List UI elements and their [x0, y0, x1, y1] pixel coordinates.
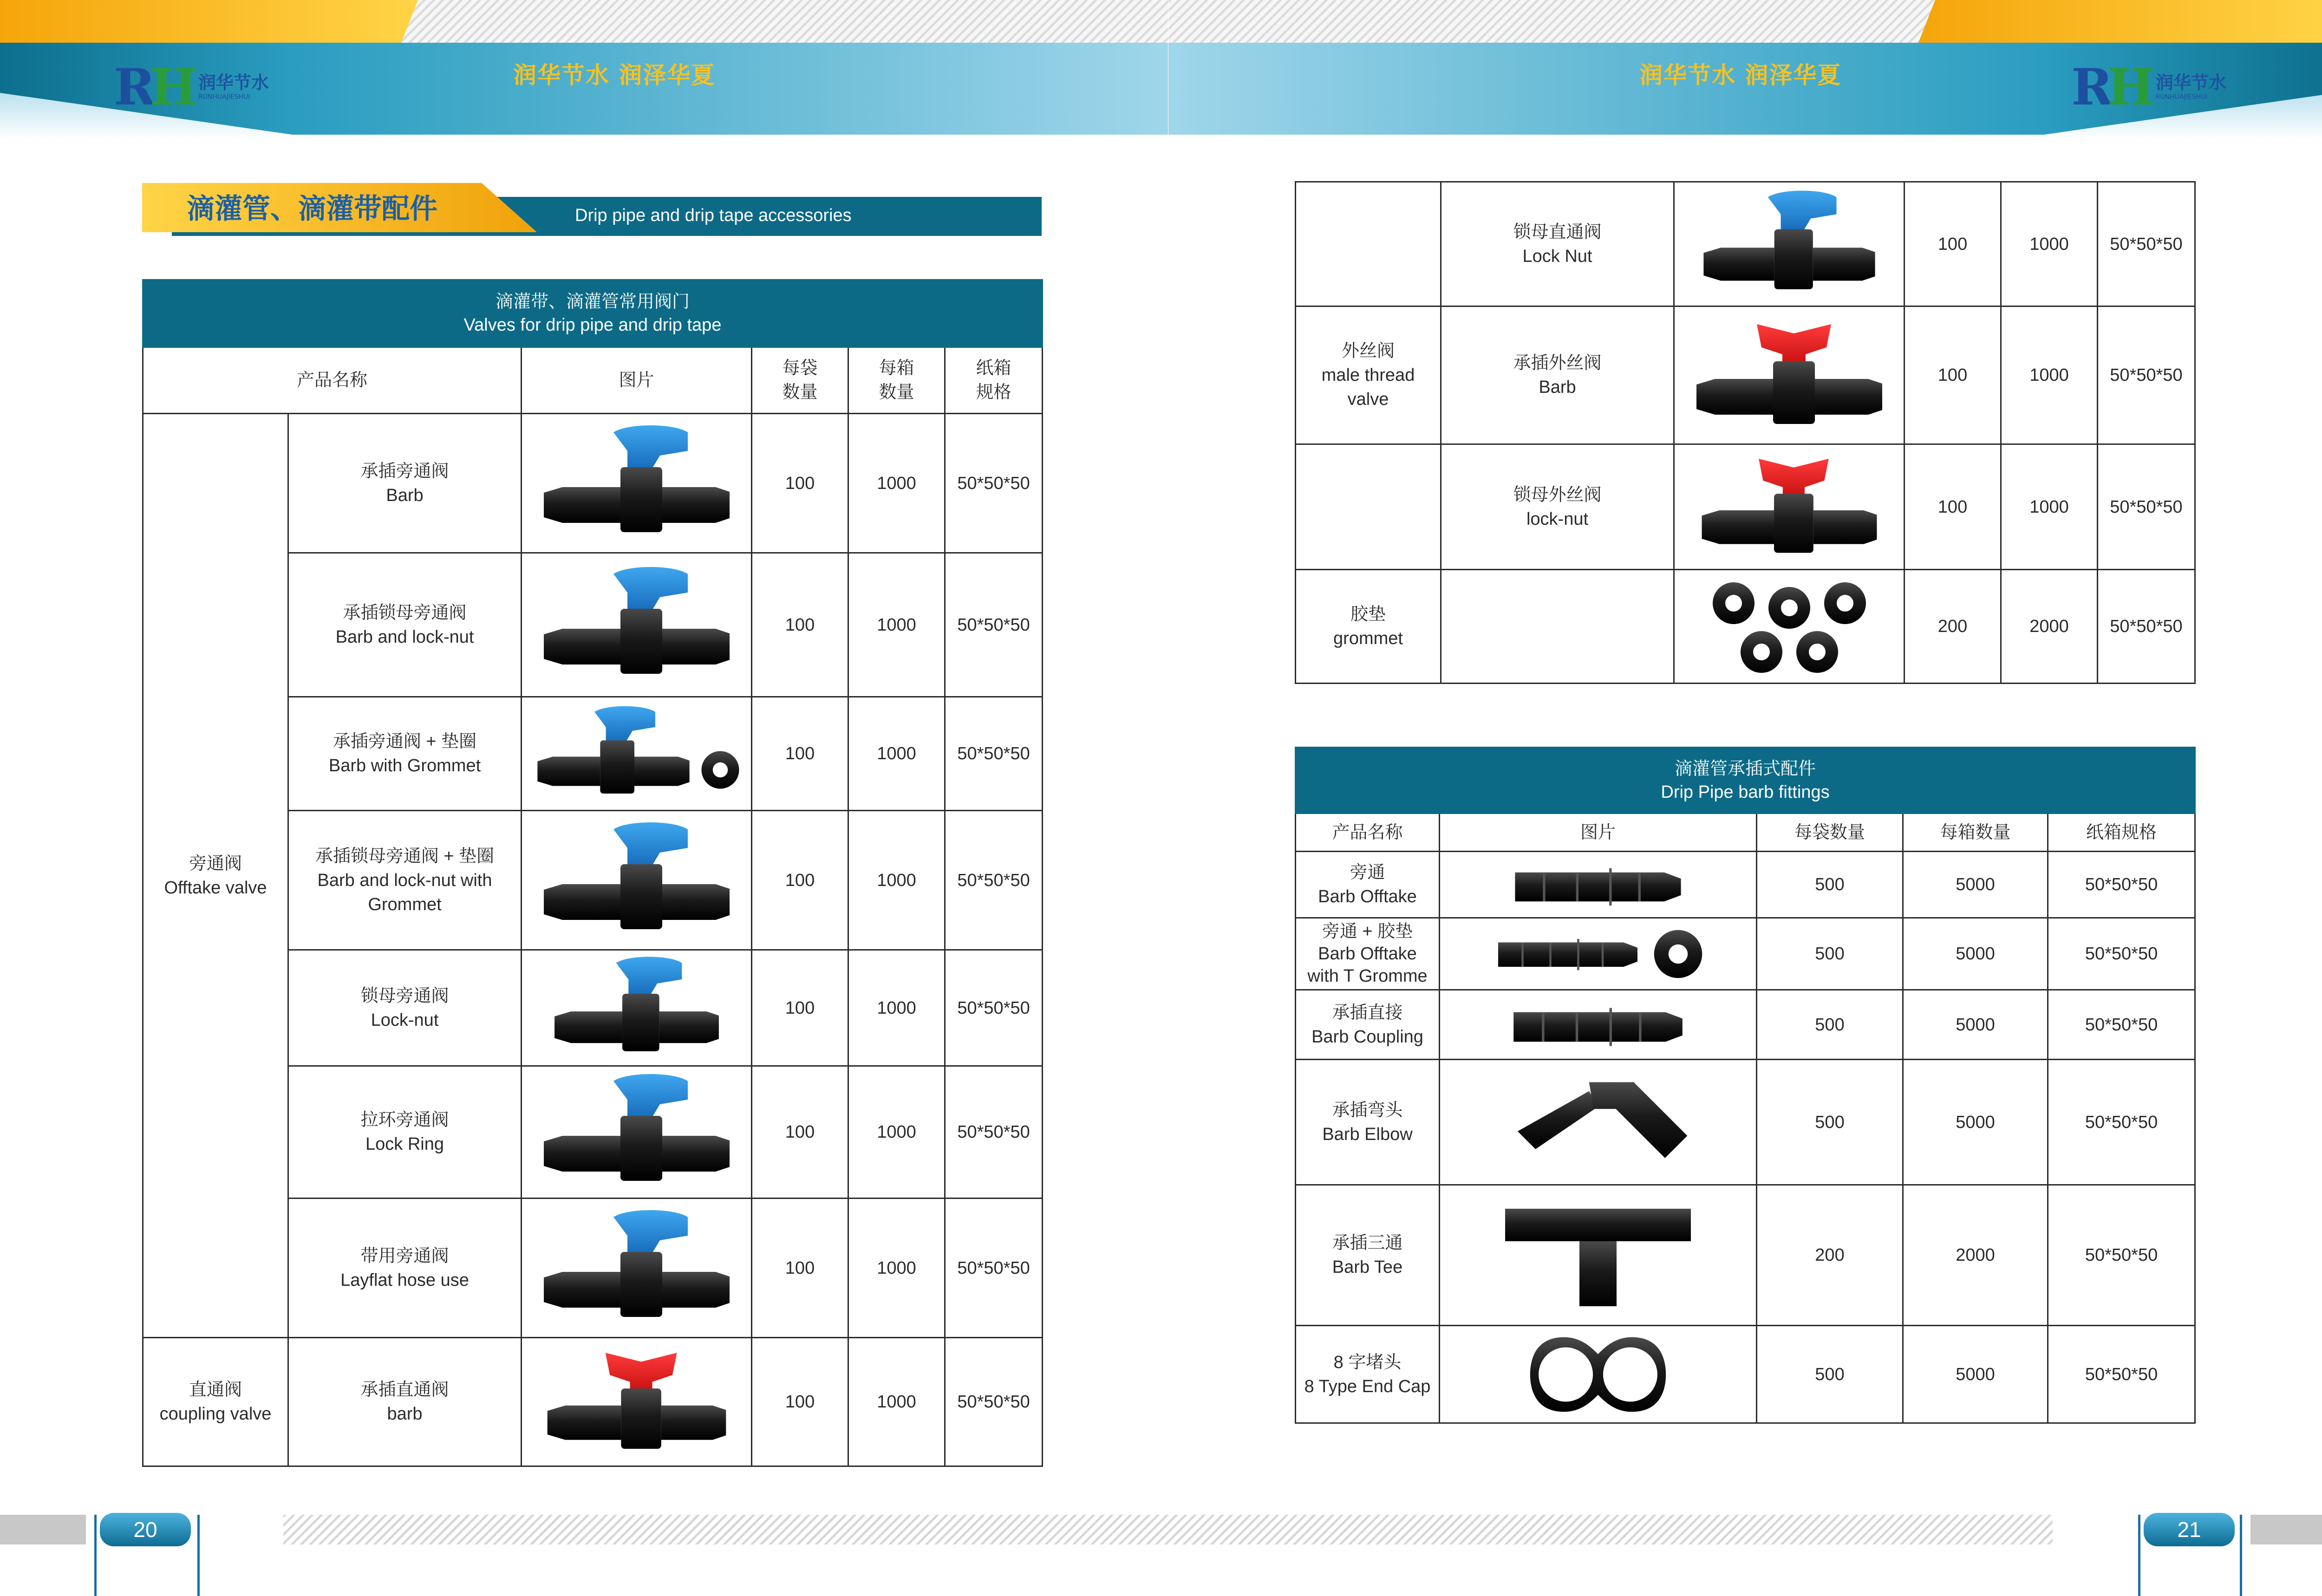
per-bag-cell: 100 — [752, 1338, 848, 1466]
product-name-cell: 旁通 Barb Offtake — [1296, 852, 1440, 918]
carton-cell: 50*50*50 — [945, 1338, 1043, 1466]
page-number-right: 21 — [2144, 1513, 2235, 1546]
figure-8-end-cap-icon — [1440, 1326, 1757, 1423]
per-box-cell: 2000 — [1903, 1185, 2048, 1326]
per-box-cell: 2000 — [2001, 570, 2098, 684]
red-barb-coupling-valve-icon — [522, 1338, 752, 1466]
header-per-box: 每箱数量 — [1903, 814, 2048, 852]
per-bag-cell: 100 — [752, 950, 848, 1066]
company-logo-right — [2071, 59, 2226, 115]
red-barb-male-thread-valve-icon — [1674, 306, 1905, 444]
rubber-grommets-icon — [1674, 570, 1905, 684]
table-row — [1296, 306, 2195, 444]
company-logo-left — [114, 59, 269, 115]
carton-cell: 50*50*50 — [2098, 182, 2195, 306]
per-bag-cell: 100 — [1905, 444, 2001, 570]
blue-locknut-valve-icon — [522, 950, 752, 1066]
per-box-cell: 1000 — [2001, 182, 2098, 306]
per-bag-cell: 500 — [1757, 990, 1903, 1060]
logo-mark: RH — [114, 58, 192, 117]
per-box-cell: 1000 — [848, 697, 945, 811]
carton-cell: 50*50*50 — [2098, 570, 2195, 684]
footer-gray-bar-left — [0, 1515, 86, 1544]
blue-locknut-valve-grommet-icon — [522, 811, 752, 950]
carton-cell: 50*50*50 — [945, 1066, 1043, 1199]
product-name-cell: 承插弯头 Barb Elbow — [1296, 1060, 1440, 1185]
carton-cell: 50*50*50 — [2048, 1326, 2195, 1423]
slogan-left: 润华节水 润泽华夏 — [513, 62, 716, 89]
carton-cell: 50*50*50 — [2048, 852, 2195, 918]
category-cell: 胶垫 grommet — [1296, 570, 1441, 684]
header-per-box: 每箱 数量 — [848, 347, 945, 414]
per-bag-cell: 100 — [1905, 306, 2001, 444]
per-bag-cell: 500 — [1757, 1060, 1903, 1185]
table-row — [1296, 1060, 2195, 1185]
blue-barb-valve-grommet-icon — [522, 697, 752, 811]
per-box-cell: 5000 — [1903, 1060, 2048, 1185]
table-row — [1296, 444, 2195, 570]
table-header-row — [1296, 814, 2195, 852]
carton-cell: 50*50*50 — [945, 950, 1043, 1066]
page-number-left: 20 — [100, 1513, 191, 1546]
product-name-cell: 承插直接 Barb Coupling — [1296, 990, 1440, 1060]
product-name-cell: 承插直通阀 barb — [288, 1338, 522, 1466]
logo-mark: RH — [2071, 58, 2149, 117]
carton-cell: 50*50*50 — [2048, 918, 2195, 990]
per-box-cell: 5000 — [1903, 990, 2048, 1060]
product-name-cell: 带用旁通阀 Layflat hose use — [288, 1199, 522, 1338]
blue-barb-locknut-valve-icon — [522, 553, 752, 697]
logo-name-cn: 润华节水 — [2155, 72, 2226, 93]
carton-cell: 50*50*50 — [2098, 444, 2195, 570]
product-name-cell: 承插三通 Barb Tee — [1296, 1185, 1440, 1326]
per-bag-cell: 500 — [1757, 918, 1903, 990]
table-row — [143, 1338, 1043, 1466]
per-bag-cell: 200 — [1905, 570, 2001, 684]
carton-cell: 50*50*50 — [945, 811, 1043, 950]
blue-barb-valve-icon — [522, 414, 752, 553]
footer-gray-bar-right — [2250, 1515, 2322, 1544]
per-bag-cell: 200 — [1757, 1185, 1903, 1326]
per-bag-cell: 100 — [752, 811, 848, 950]
footer-stripes — [283, 1515, 2053, 1544]
per-bag-cell: 100 — [1905, 182, 2001, 306]
section-title-cn: 滴灌管、滴灌带配件 — [187, 193, 437, 225]
per-bag-cell: 100 — [752, 1066, 848, 1199]
per-box-cell: 1000 — [848, 1338, 945, 1466]
fittings-table-title: 滴灌管承插式配件 Drip Pipe barb fittings — [1296, 748, 2195, 814]
header-carton: 纸箱规格 — [2048, 814, 2195, 852]
carton-cell: 50*50*50 — [2048, 1185, 2195, 1326]
category-cell — [1296, 182, 1441, 306]
per-box-cell: 1000 — [848, 414, 945, 553]
blue-layflat-valve-icon — [522, 1199, 752, 1338]
footer-divider — [94, 1515, 97, 1596]
header-product-name: 产品名称 — [143, 347, 522, 414]
category-cell — [1296, 444, 1441, 570]
header-image: 图片 — [1440, 814, 1757, 852]
category-cell: 外丝阀 male thread valve — [1296, 306, 1441, 444]
header-per-bag: 每袋 数量 — [752, 347, 848, 414]
table-header-row — [143, 347, 1043, 414]
product-name-cell: 锁母外丝阀 lock-nut — [1441, 444, 1674, 570]
product-name-cell: 锁母旁通阀 Lock-nut — [288, 950, 522, 1066]
per-box-cell: 5000 — [1903, 1326, 2048, 1423]
product-name-cell: 锁母直通阀 Lock Nut — [1441, 182, 1674, 306]
barb-offtake-grommet-icon — [1440, 918, 1757, 990]
carton-cell: 50*50*50 — [945, 697, 1043, 811]
barb-elbow-icon — [1440, 1060, 1757, 1185]
footer-divider — [2138, 1515, 2140, 1596]
per-bag-cell: 500 — [1757, 852, 1903, 918]
product-name-cell: 承插旁通阀 Barb — [288, 414, 522, 553]
carton-cell: 50*50*50 — [945, 553, 1043, 697]
product-name-cell: 承插旁通阀 + 垫圈 Barb with Grommet — [288, 697, 522, 811]
per-box-cell: 1000 — [848, 950, 945, 1066]
product-name-cell: 旁通 + 胶垫 Barb Offtake with T Gromme — [1296, 918, 1440, 990]
blue-locknut-coupling-valve-icon — [1674, 182, 1905, 306]
table-row — [1296, 918, 2195, 990]
per-box-cell: 1000 — [848, 811, 945, 950]
per-box-cell: 5000 — [1903, 918, 2048, 990]
product-name-cell: 8 字堵头 8 Type End Cap — [1296, 1326, 1440, 1423]
per-bag-cell: 100 — [752, 553, 848, 697]
header-image: 图片 — [522, 347, 752, 414]
table-row — [143, 414, 1043, 553]
table-row — [1296, 1185, 2195, 1326]
product-name-cell — [1441, 570, 1674, 684]
per-box-cell: 1000 — [848, 553, 945, 697]
product-name-cell: 拉环旁通阀 Lock Ring — [288, 1066, 522, 1199]
logo-name-cn: 润华节水 — [198, 72, 269, 93]
per-bag-cell: 500 — [1757, 1326, 1903, 1423]
per-box-cell: 1000 — [2001, 306, 2098, 444]
product-name-cell: 承插外丝阀 Barb — [1441, 306, 1674, 444]
table-row — [1296, 182, 2195, 306]
valves-table — [142, 279, 1043, 1467]
header-product-name: 产品名称 — [1296, 814, 1440, 852]
carton-cell: 50*50*50 — [2048, 1060, 2195, 1185]
barb-offtake-icon — [1440, 852, 1757, 918]
carton-cell: 50*50*50 — [945, 1199, 1043, 1338]
logo-name-en: RUNHUAJIESHUI — [2155, 93, 2208, 101]
header-gold-bar-left — [0, 0, 418, 43]
product-name-cell: 承插锁母旁通阀 + 垫圈 Barb and lock-nut with Grommet — [288, 811, 522, 950]
fittings-table — [1295, 747, 2196, 1424]
per-bag-cell: 100 — [752, 414, 848, 553]
category-cell: 直通阀 coupling valve — [143, 1338, 288, 1466]
header-gold-bar-right — [1918, 0, 2322, 43]
valves-table-continued — [1295, 181, 2196, 684]
table-row — [1296, 1326, 2195, 1423]
per-bag-cell: 100 — [752, 697, 848, 811]
footer-divider — [2240, 1515, 2242, 1596]
section-title-en: Drip pipe and drip tape accessories — [575, 206, 852, 225]
header-carton: 纸箱 规格 — [945, 347, 1043, 414]
slogan-right: 润华节水 润泽华夏 — [1639, 62, 1842, 89]
per-box-cell: 1000 — [2001, 444, 2098, 570]
table-row — [1296, 852, 2195, 918]
blue-lockring-valve-icon — [522, 1066, 752, 1199]
valves-table-title: 滴灌带、滴灌管常用阀门 Valves for drip pipe and drip tape — [143, 280, 1043, 347]
carton-cell: 50*50*50 — [2048, 990, 2195, 1060]
per-box-cell: 1000 — [848, 1199, 945, 1338]
table-row — [1296, 570, 2195, 684]
barb-tee-icon — [1440, 1185, 1757, 1326]
carton-cell: 50*50*50 — [945, 414, 1043, 553]
red-locknut-male-thread-valve-icon — [1674, 444, 1905, 570]
per-bag-cell: 100 — [752, 1199, 848, 1338]
carton-cell: 50*50*50 — [2098, 306, 2195, 444]
barb-coupling-icon — [1440, 990, 1757, 1060]
footer-divider — [197, 1515, 200, 1596]
category-cell: 旁通阀 Offtake valve — [143, 414, 288, 1338]
per-box-cell: 1000 — [848, 1066, 945, 1199]
product-name-cell: 承插锁母旁通阀 Barb and lock-nut — [288, 553, 522, 697]
header-per-bag: 每袋数量 — [1757, 814, 1903, 852]
table-row — [1296, 990, 2195, 1060]
logo-name-en: RUNHUAJIESHUI — [198, 93, 250, 101]
per-box-cell: 5000 — [1903, 852, 2048, 918]
